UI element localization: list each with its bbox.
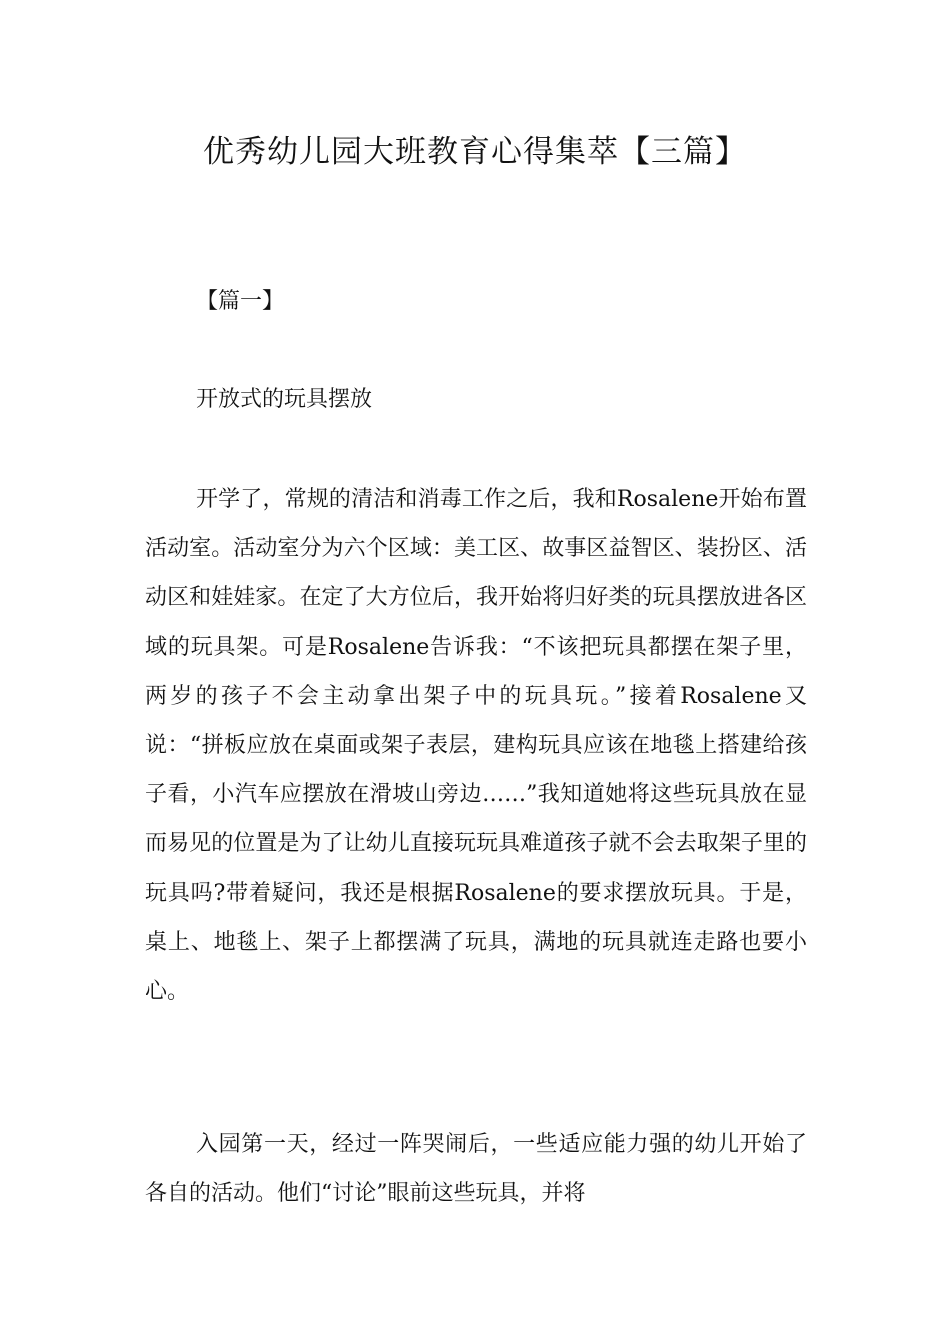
section-subheading: 开放式的玩具摆放: [196, 387, 373, 412]
section-label: 【篇一】: [196, 289, 285, 314]
body-paragraph: 入园第一天，经过一阵哭闹后，一些适应能力强的幼儿开始了各自的活动。他们“讨论”眼前这些玩具，并将: [145, 1132, 807, 1207]
body-paragraph: 开学了，常规的清洁和消毒工作之后，我和Rosalene开始布置活动室。活动室分为六个区域：美工区、故事区益智区、装扮区、活动区和娃娃家。在定了大方位后，我开始将归好类的玩具摆放进各区域的玩具架。可是Rosalene告诉我：“不该把玩具都摆在架子里，两岁的孩子不会主动拿出架子中的玩具玩。”接着Rosalene又说：“拼板应放在桌面或架子表层，建构玩具应该在地毯上搭建给孩子看，小汽车应摆放在滑坡山旁边……”我知道她将这些玩具放在显而易见的位置是为了让幼儿直接玩玩具难道孩子就不会去取架子里的玩具吗?带着疑问，我还是根据Rosalene的要求摆放玩具。于是，桌上、地毯上、架子上都摆满了玩具，满地的玩具就连走路也要小心。: [145, 487, 807, 1005]
document-title: 优秀幼儿园大班教育心得集萃【三篇】: [203, 134, 747, 170]
